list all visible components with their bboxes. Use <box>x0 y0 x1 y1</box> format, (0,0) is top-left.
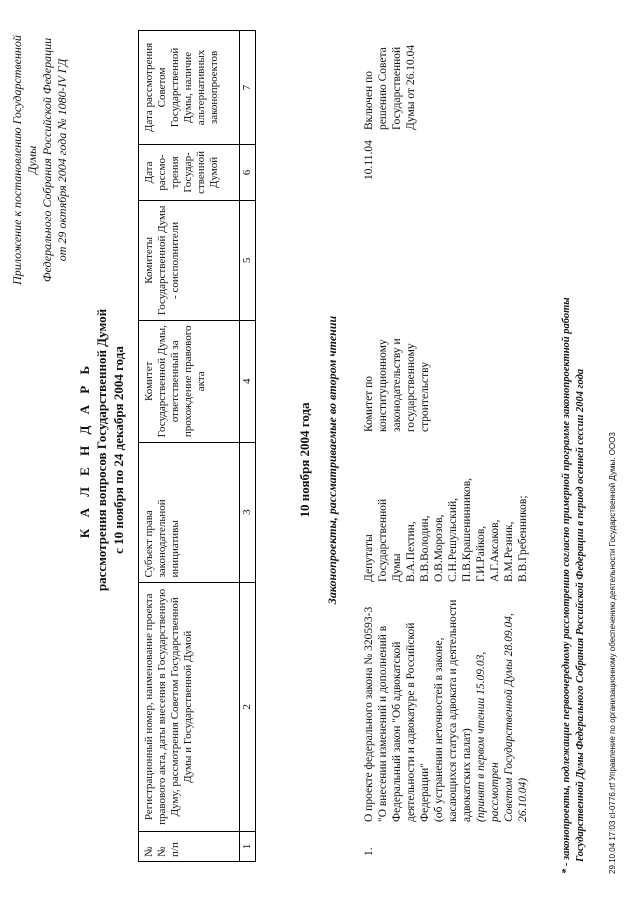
calendar-table <box>138 30 256 862</box>
header-cell: №№ п/п <box>139 832 240 862</box>
bill-title-line: деятельности и адвокатуре в Российской <box>405 622 417 822</box>
header-cell: Дата рассмотрения Советом Государственной Думы, наличие альтернативных законопроектов <box>139 31 240 145</box>
council-note-line: решению Совета <box>377 47 389 130</box>
subject-line: О.В.Морозов, <box>433 514 445 582</box>
bill-title-line: (об устранении неточностей в законе, <box>433 637 445 822</box>
header-cell: Комитет Государственной Думы, ответственный за прохождение правового акта <box>139 320 240 442</box>
column-number: 6 <box>240 144 256 200</box>
column-number: 2 <box>240 582 256 832</box>
bill-title <box>362 597 530 822</box>
column-number: 1 <box>240 832 256 862</box>
print-info: 29.10.04 17:03 cl-0776.rtf Управление по организационному обеспечению деятельности Государственной Думы. ООО3 <box>608 432 617 874</box>
column-number-row <box>240 31 256 862</box>
table-header-row <box>139 31 240 862</box>
subject-line: В.А.Пехтин, <box>405 521 417 582</box>
header-cell: Дата рассмо-трения Государ-ственной Думой <box>139 144 240 200</box>
subject-line: А.Г.Аксаков, <box>489 519 501 582</box>
document-subtitle: рассмотрения вопросов Государственной Думой <box>94 308 109 592</box>
committee-line: конституционному <box>377 339 389 432</box>
council-note-line: Государственной <box>391 46 403 130</box>
council-note-line: Думы от 26.10.04 <box>405 44 417 130</box>
bill-reading-note: 26.10.04) <box>517 777 529 822</box>
column-number: 3 <box>240 442 256 582</box>
approval-line-2: Федерального Собрания Российской Федерации <box>40 37 54 283</box>
subject-line: С.Н.Решульский, <box>447 497 459 582</box>
column-number: 4 <box>240 320 256 442</box>
subject-line: В.В.Володин, <box>419 515 431 582</box>
approval-note <box>10 20 70 300</box>
subject-line: В.В.Гребенников; <box>517 495 529 582</box>
bill-title-line: О проекте федерального закона № 320593-3 <box>363 606 375 822</box>
bill-title-line: касающихся статуса адвоката и деятельности <box>447 599 459 822</box>
bill-title-line: Федерации" <box>419 762 431 822</box>
review-date: 10.11.04 <box>363 140 375 180</box>
bill-reading-note: Советом Государственной Думы 28.09.04, <box>503 613 515 822</box>
committee-line: строительству <box>419 362 431 432</box>
approval-line-3: от 29 октября 2004 года № 1080-IV ГД <box>55 58 69 262</box>
bill-title-line: "О внесении изменений и дополнений в <box>377 625 389 822</box>
subject-line: Г.И.Райков, <box>475 525 487 582</box>
committee-line: Комитет по <box>363 376 375 432</box>
bill-reading-note: (принят в первом чтении 15.09.03, рассмотрен <box>475 651 501 822</box>
council-note-line: Включен по <box>363 71 375 130</box>
committee-line: государственному <box>405 343 417 432</box>
date-heading: 10 ноября 2004 года <box>297 402 312 518</box>
subject-line: Депутаты <box>363 534 375 582</box>
header-cell: Комитеты Государственной Думы - соисполнители <box>139 200 240 320</box>
council-note <box>362 30 418 130</box>
bill-title-line: Федеральный закон "Об адвокатской <box>391 641 403 822</box>
header-cell: Субъект права законодательной инициативы <box>139 442 240 582</box>
responsible-committee <box>362 310 432 432</box>
footnote <box>560 14 588 874</box>
committee-line: законодательству и <box>391 338 403 432</box>
column-number: 7 <box>240 31 256 145</box>
section-heading: Законопроекты, рассматриваемые во втором чтении <box>325 315 339 605</box>
document-title-block <box>76 250 127 650</box>
column-number: 5 <box>240 200 256 320</box>
subject-line: Государственной <box>377 498 389 582</box>
footnote-line: * - законопроекты, подлежащие первоочередному рассмотрению согласно примерной программе законопроектной работы <box>561 297 572 874</box>
document-title: К А Л Е Н Д А Р Ь <box>77 361 92 539</box>
subject-line: П.В.Крашенинников, <box>461 477 473 582</box>
subject-line: Думы <box>391 553 403 582</box>
header-cell: Регистрационный номер, наименование проекта правового акта, даты внесения в Государственную Думу, рассмотрения Советом Государственной Думы и Государственной Думой <box>139 582 240 832</box>
document-period: с 10 ноября по 24 декабря 2004 года <box>111 346 126 554</box>
subject-line: В.М.Резник, <box>503 521 515 582</box>
approval-line-1: Приложение к постановлению Государственной Думы <box>10 35 39 285</box>
bill-title-line: адвокатских палат) <box>461 728 473 822</box>
initiative-subject <box>362 462 530 582</box>
footnote-line: Государственной Думы Федерального Собрания Российской Федерации в период осенней сессии 2004 года <box>575 368 586 862</box>
row-number: 1. <box>363 847 375 856</box>
